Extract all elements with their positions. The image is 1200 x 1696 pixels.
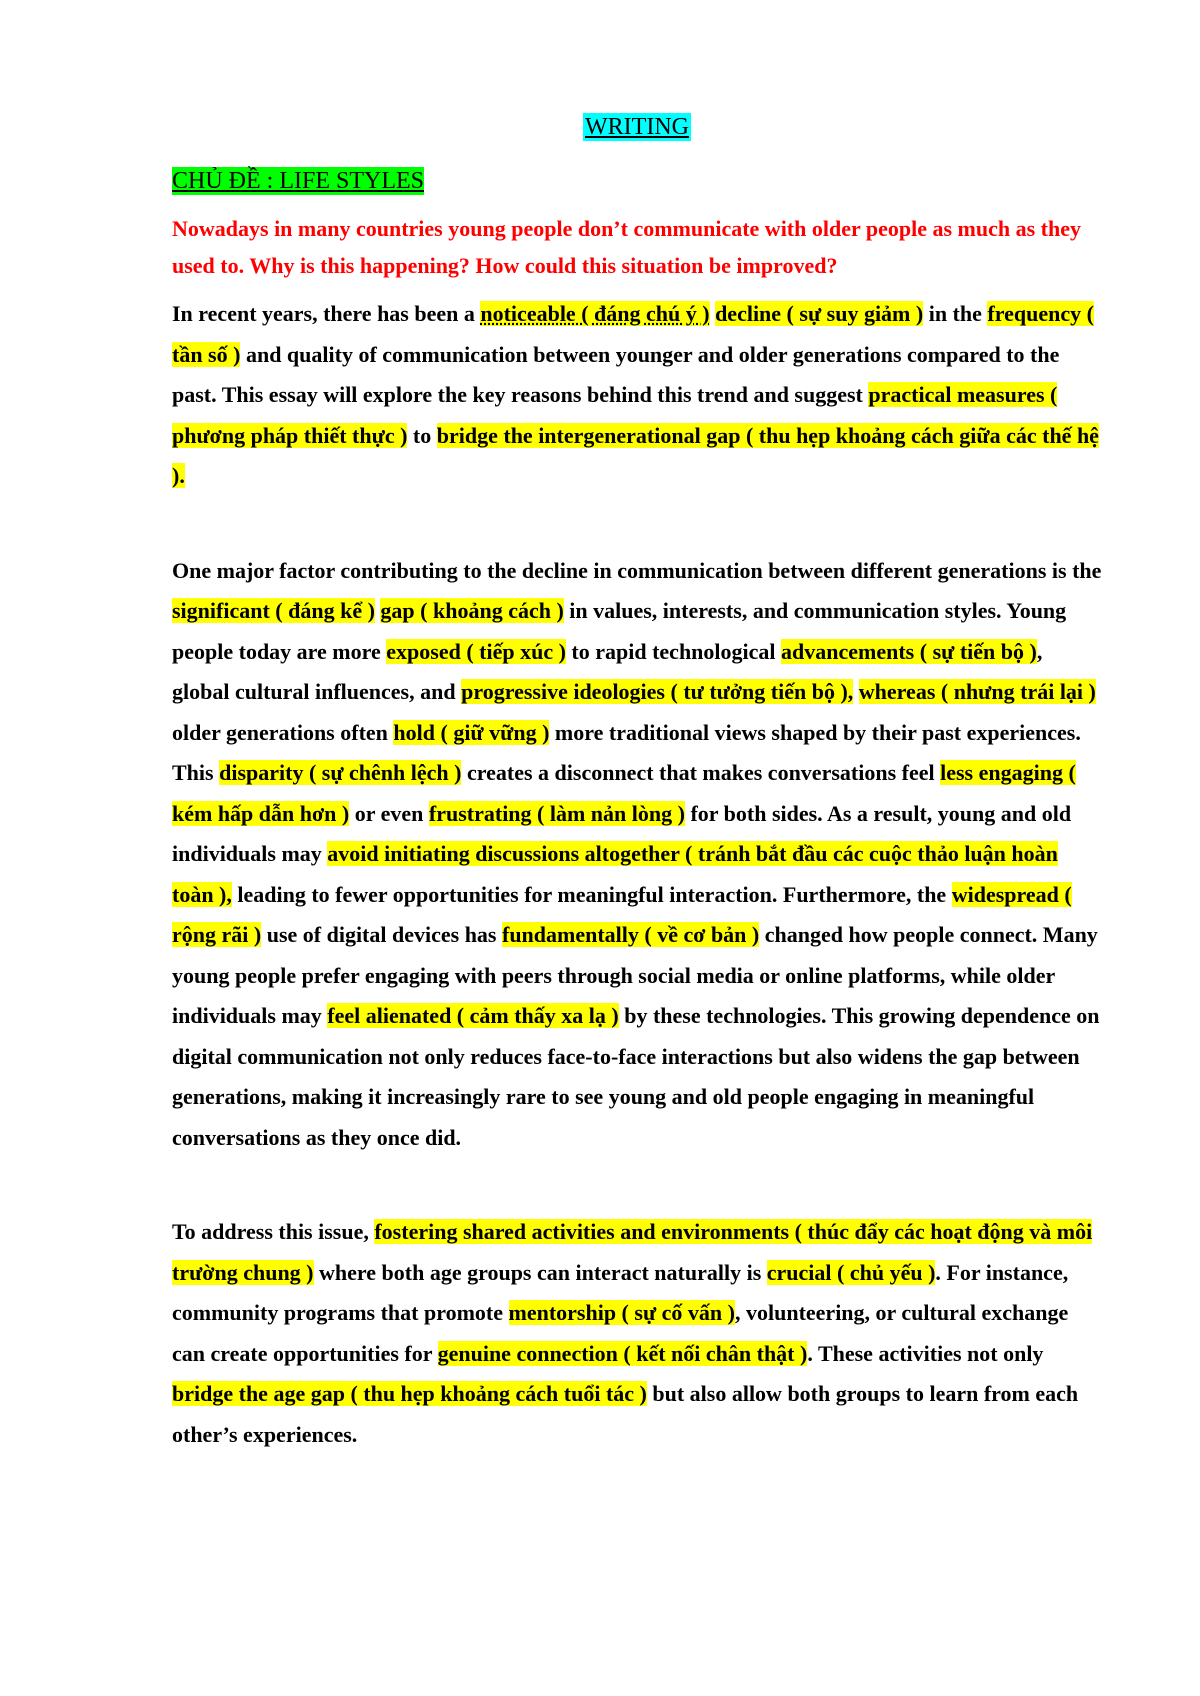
highlighted-vocabulary: fundamentally ( về cơ bản ): [502, 922, 760, 947]
topic-row: [172, 166, 1102, 202]
highlighted-vocabulary: disparity ( sự chênh lệch ): [219, 760, 462, 785]
highlighted-vocabulary: crucial ( chủ yếu ): [766, 1259, 936, 1285]
paragraph-text: but also allow both groups to learn from each other’s experiences.: [172, 1381, 1079, 1447]
paragraph-text: [853, 679, 859, 704]
paragraph-text: more traditional views shaped by their past experiences. This: [172, 719, 1081, 785]
paragraph-text: to: [407, 422, 437, 448]
highlighted-vocabulary: frustrating ( làm nản lòng ): [428, 800, 685, 826]
paragraph-text: In recent years, there has been a: [172, 301, 481, 326]
highlighted-vocabulary: fostering shared activities and environments ( thúc đẩy các hoạt động và môi trường chung ): [172, 1219, 1093, 1285]
paragraph-text: where both age groups can interact naturally is: [313, 1259, 767, 1285]
paragraph-text: To address this issue,: [172, 1219, 375, 1244]
paragraph-intro: [172, 294, 1102, 497]
paragraph-text: , volunteering, or cultural exchange can create opportunities for: [172, 1300, 1069, 1366]
paragraph-text: and quality of communication between younger and older generations compared to the past. This essay will explore the key reasons behind this trend and suggest: [172, 341, 1060, 407]
paragraph-text: leading to fewer opportunities for meaningful interaction. Furthermore, the: [231, 881, 952, 907]
highlighted-vocabulary: less engaging ( kém hấp dẫn hơn ): [172, 760, 1076, 826]
highlighted-vocabulary: bridge the age gap ( thu hẹp khoảng cách tuổi tác ): [172, 1381, 647, 1406]
title-row: [172, 112, 1102, 148]
highlighted-vocabulary: hold ( giữ vững ): [393, 719, 550, 745]
highlighted-vocabulary: widespread ( rộng rãi ): [172, 881, 1072, 947]
paragraph-text: . For instance, community programs that promote: [172, 1259, 1069, 1325]
document-body: [172, 112, 1102, 1455]
paragraph-text: One major factor contributing to the decline in communication between different generations is the: [172, 557, 1102, 583]
highlighted-vocabulary: genuine connection ( kết nối chân thật ): [437, 1340, 808, 1366]
highlighted-vocabulary: feel alienated ( cảm thấy xa lạ ): [327, 1003, 619, 1028]
paragraph-solution: [172, 1212, 1102, 1455]
paragraph-text: changed how people connect. Many young people prefer engaging with peers through social media or online platforms, while older individuals may: [172, 922, 1098, 1028]
paragraph-text: for both sides. As a result, young and old individuals may: [172, 800, 1072, 866]
paragraph-text: in the: [923, 301, 988, 326]
highlighted-vocabulary: mentorship ( sự cố vấn ): [508, 1300, 735, 1325]
paragraph-text: older generations often: [172, 719, 394, 745]
paragraph-text: use of digital devices has: [261, 922, 502, 947]
paragraph-text: , global cultural influences, and: [172, 638, 1043, 704]
highlighted-vocabulary: exposed ( tiếp xúc ): [386, 638, 566, 664]
paragraph-text: to rapid technological: [565, 638, 782, 664]
highlighted-vocabulary: noticeable ( đáng chú ý ): [480, 301, 710, 326]
highlighted-vocabulary: progressive ideologies ( tư tưởng tiến bộ ),: [461, 679, 854, 704]
paragraph-body: [172, 551, 1102, 1159]
highlighted-vocabulary: whereas ( nhưng trái lại ): [858, 679, 1096, 704]
highlighted-vocabulary: decline ( sự suy giảm ): [715, 301, 924, 326]
highlighted-vocabulary: practical measures ( phương pháp thiết thực ): [172, 382, 1058, 448]
highlighted-vocabulary: significant ( đáng kể ): [172, 598, 375, 623]
paragraph-text: by these technologies. This growing dependence on digital communication not only reduces face-to-face interactions but also widens the gap between generations, making it increasingly rare to see young and old people engaging in meaningful conversations as they once did.: [172, 1003, 1100, 1150]
highlighted-vocabulary: avoid initiating discussions altogether ( tránh bắt đầu các cuộc thảo luận hoàn toàn ),: [172, 841, 1058, 907]
document-title: WRITING: [585, 114, 689, 140]
topic-heading: CHỦ ĐỀ : LIFE STYLES: [172, 168, 424, 194]
paragraph-text: in values, interests, and communication styles. Young people today are more: [172, 598, 1067, 664]
highlighted-vocabulary: frequency ( tần số ): [172, 301, 1094, 367]
highlighted-vocabulary: bridge the intergenerational gap ( thu hẹp khoảng cách giữa các thế hệ ).: [172, 422, 1099, 488]
highlighted-vocabulary: gap ( khoảng cách ): [380, 598, 564, 623]
highlighted-vocabulary: advancements ( sự tiến bộ ): [781, 638, 1037, 664]
paragraph-text: creates a disconnect that makes conversations feel: [461, 760, 941, 785]
paragraph-text: or even: [349, 800, 429, 826]
paragraph-text: . These activities not only: [807, 1340, 1044, 1366]
essay-question: Nowadays in many countries young people don’t communicate with older people as much as they used to. Why is this happening? How could this situation be improved?: [172, 216, 1081, 278]
